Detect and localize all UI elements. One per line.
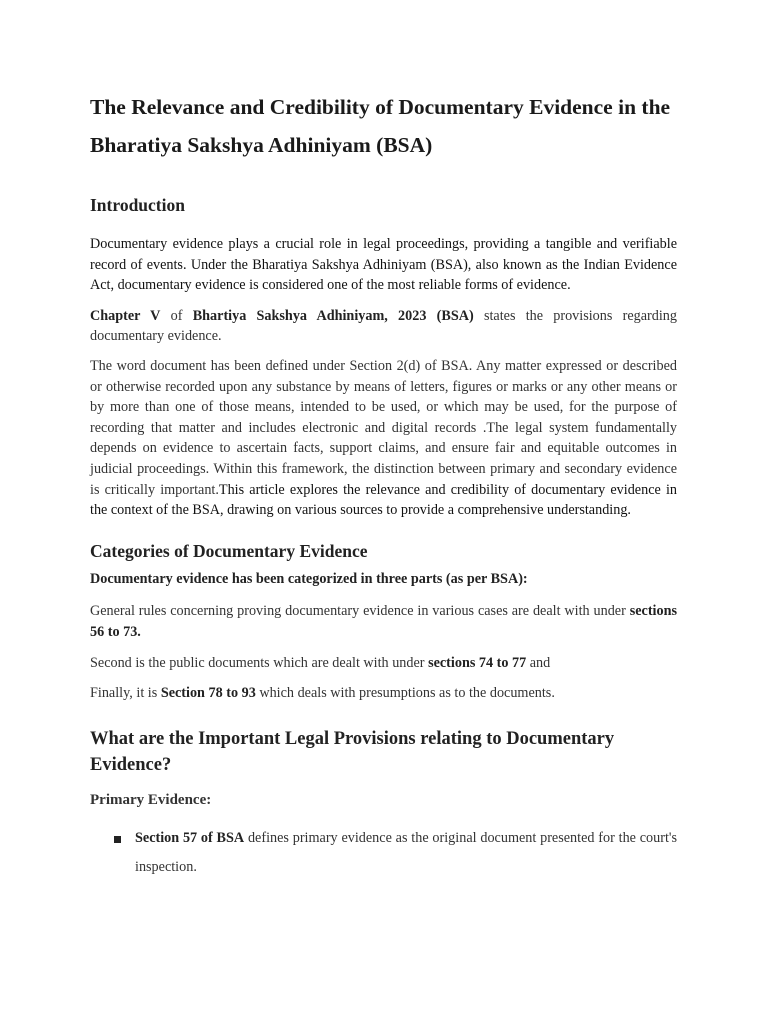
section-heading-categories: Categories of Documentary Evidence (90, 540, 368, 561)
category-presumptions-sections: Section 78 to 93 (160, 685, 256, 702)
primary-evidence-list (90, 824, 677, 882)
bullet-section-ref: Section 57 of BSA (135, 829, 245, 846)
section-heading-provisions: What are the Important Legal Provisions relating to Documentary Evidence? (90, 728, 615, 775)
intro-paragraph-chapter (90, 306, 677, 347)
categories-subheading (90, 569, 677, 590)
intro-paragraph-1: Documentary evidence plays a crucial role in legal proceedings, providing a tangible and verifiable record of events. Under the Bharatiya Sakshya Adhiniyam (BSA), also known as the Indian Evidence Act, documentary evidence is considered one of the most reliable forms of evidence. (90, 236, 677, 294)
categories-subheading-text: Documentary evidence has been categorized in three parts (as per BSA): (90, 570, 528, 587)
page-title: The Relevance and Credibility of Documentary Evidence in the Bharatiya Sakshya Adhiniyam (BSA) (90, 95, 671, 157)
section-heading-introduction: Introduction (90, 195, 185, 215)
subheading-primary-evidence: Primary Evidence: (90, 791, 212, 808)
article-body (90, 88, 677, 882)
chapter-rest-text: states the provisions regarding documentary evidence. (90, 307, 677, 345)
category-public-after: and (526, 654, 551, 671)
article-scope-text: This article explores the relevance and credibility of documentary evidence in the context of the BSA, drawing on various sources to provide a comprehensive understanding. (90, 481, 677, 519)
category-general-text: General rules concerning proving documentary evidence in various cases are dealt with under (90, 603, 630, 620)
category-presumptions (90, 683, 677, 704)
category-public-sections: sections 74 to 77 (428, 654, 527, 671)
list-item (90, 824, 677, 882)
category-public-documents (90, 653, 677, 674)
bullet-text: defines primary evidence as the original document presented for the court's inspection. (135, 829, 677, 875)
category-general-sections: sections 56 to 73. (90, 603, 677, 640)
square-bullet-icon (114, 836, 121, 843)
category-general-rules (90, 601, 677, 642)
chapter-ref: Chapter V (90, 307, 161, 324)
of-text: of (160, 307, 193, 324)
intro-paragraph-definition (90, 356, 677, 521)
definition-text: The word document has been defined under Section 2(d) of BSA. Any matter expressed or described or otherwise recorded upon any substance by means of letters, figures or marks or any other means or by more than one of those means, intended to be used, or which may be used, for the purpose of recording that matter and includes electronic and digital records .The legal system fundamentally depends on evidence to ascertain facts, support claims, and ensure fair and equitable outcomes in judicial proceedings. Within this framework, the distinction between primary and secondary evidence is critically important. (90, 357, 677, 498)
category-public-text: Second is the public documents which are dealt with under (90, 654, 429, 671)
category-presumptions-after: which deals with presumptions as to the documents. (255, 685, 555, 702)
act-ref: Bhartiya Sakshya Adhiniyam, 2023 (BSA) (192, 307, 474, 324)
category-presumptions-text: Finally, it is (90, 685, 161, 702)
